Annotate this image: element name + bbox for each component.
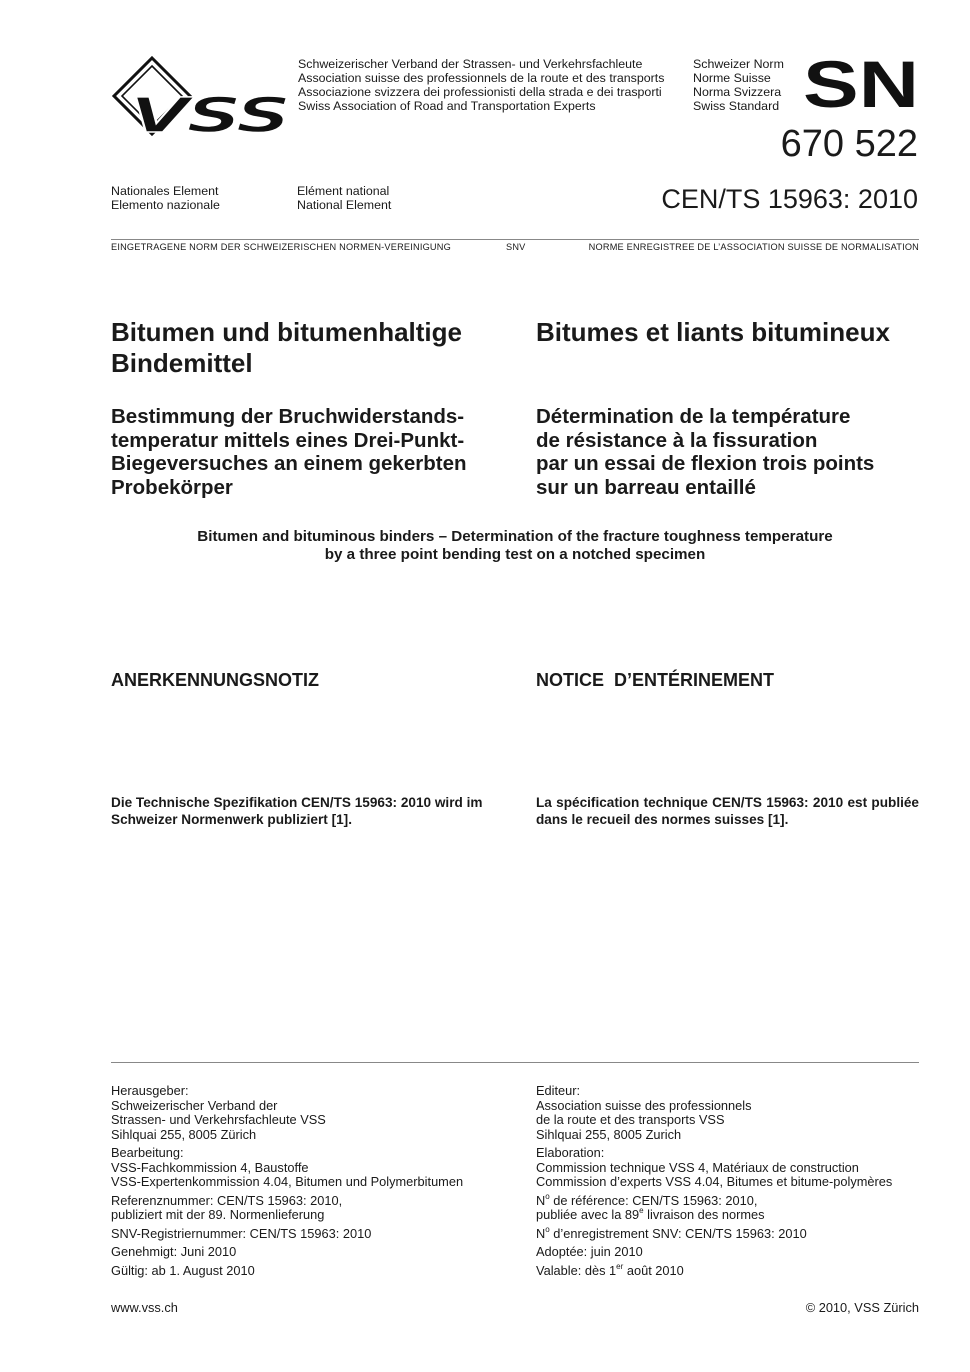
- norm-type: [693, 57, 784, 113]
- text: N: [536, 1225, 546, 1241]
- imprint-registration-fr: [536, 1224, 936, 1242]
- label: Herausgeber:: [111, 1083, 189, 1098]
- cen-ts-number: CEN/TS 15963: 2010: [661, 184, 918, 214]
- national-element-it-line: Elemento nazionale: [111, 198, 220, 212]
- association-de: Schweizerischer Verband der Strassen- und Verkehrsfachleute: [298, 57, 643, 71]
- sn-logo-text: SN: [803, 57, 919, 109]
- national-element-de: [111, 184, 220, 212]
- label: Elaboration:: [536, 1145, 605, 1160]
- association-names: [298, 57, 664, 113]
- line: Genehmigt: Juni 2010: [111, 1244, 237, 1259]
- subtitle-de-line: temperatur mittels eines Drei-Punkt-: [111, 428, 465, 452]
- line: Association suisse des professionnels: [536, 1097, 752, 1113]
- line: publiziert mit der 89. Normenlieferung: [111, 1207, 325, 1222]
- registration-snv: SNV: [506, 242, 526, 252]
- text: N: [536, 1192, 546, 1208]
- text: août 2010: [623, 1262, 684, 1278]
- subtitle-de: [111, 405, 467, 499]
- imprint-registration-de: [111, 1227, 511, 1242]
- imprint-editing-fr: [536, 1146, 936, 1190]
- title-en: [111, 528, 919, 564]
- subtitle-fr: [536, 405, 874, 499]
- notice-heading-de: ANERKENNUNGSNOTIZ: [111, 670, 320, 690]
- imprint-de: [111, 1084, 511, 1282]
- superscript: er: [616, 1261, 624, 1271]
- text: d’enregistrement SNV: CEN/TS 15963: 2010: [549, 1225, 807, 1241]
- imprint-editing-de: [111, 1146, 511, 1190]
- imprint-publisher-de: [111, 1084, 511, 1142]
- notice-text-de: Die Technische Spezifikation CEN/TS 15963: 2010 wird im Schweizer Normenwerk publiziert [1].: [111, 795, 483, 827]
- vss-logo-text: VSS: [130, 88, 288, 140]
- line: VSS-Fachkommission 4, Baustoffe: [111, 1159, 309, 1175]
- superscript: o: [545, 1224, 550, 1234]
- line: [536, 1191, 936, 1209]
- line: Adoptée: juin 2010: [536, 1244, 643, 1259]
- subtitle-de-line: Biegeversuches an einem gekerbten: [111, 452, 467, 475]
- line: Commission technique VSS 4, Matériaux de construction: [536, 1159, 859, 1175]
- national-element-en-line: National Element: [297, 198, 392, 212]
- text: de référence: CEN/TS 15963: 2010,: [549, 1192, 758, 1208]
- title-en-line: Bitumen and bituminous binders – Determination of the fracture toughness temperature: [197, 528, 833, 545]
- line: [536, 1208, 936, 1223]
- line: Schweizerischer Verband der: [111, 1097, 278, 1113]
- norm-type-fr: Norme Suisse: [693, 71, 771, 85]
- line: Gültig: ab 1. August 2010: [111, 1262, 255, 1278]
- text: publiée avec la 89: [536, 1207, 640, 1222]
- line: SNV-Registriernummer: CEN/TS 15963: 2010: [111, 1225, 372, 1241]
- subtitle-fr-line: de résistance à la fissuration: [536, 428, 818, 452]
- association-it: Associazione svizzera dei professionisti della strada e dei trasporti: [298, 85, 662, 99]
- imprint-approved-fr: [536, 1245, 936, 1260]
- text: Valable: dès 1: [536, 1262, 617, 1278]
- registration-fr: NORME ENREGISTREE DE L’ASSOCIATION SUISSE DE NORMALISATION: [588, 242, 919, 252]
- norm-type-it: Norma Svizzera: [693, 85, 782, 99]
- subtitle-de-line: Probekörper: [111, 475, 233, 499]
- subtitle-de-line: Bestimmung der Bruchwiderstands-: [111, 405, 465, 428]
- line: Commission d’experts VSS 4.04, Bitumes et bitume-polymères: [536, 1174, 893, 1189]
- label: Editeur:: [536, 1083, 581, 1098]
- line: Referenznummer: CEN/TS 15963: 2010,: [111, 1192, 343, 1208]
- notice-text-fr: La spécification technique CEN/TS 15963: 2010 est publiée dans le recueil des normes suisses [1].: [536, 795, 919, 827]
- label: Bearbeitung:: [111, 1145, 184, 1160]
- national-element-fr: [297, 184, 391, 212]
- sn-number: 670 522: [780, 123, 918, 165]
- superscript: e: [639, 1206, 644, 1215]
- registration-de: EINGETRAGENE NORM DER SCHWEIZERISCHEN NORMEN-VEREINIGUNG: [111, 242, 451, 252]
- imprint-approved-de: [111, 1245, 511, 1260]
- imprint-reference-de: [111, 1194, 511, 1223]
- subtitle-fr-line: sur un barreau entaillé: [536, 475, 756, 499]
- line: Sihlquai 255, 8005 Zürich: [111, 1126, 257, 1142]
- title-fr-line: Bitumes et liants bitumineux: [536, 317, 890, 347]
- title-de-line: Bindemittel: [111, 348, 253, 378]
- title-en-line: by a three point bending test on a notched specimen: [324, 546, 706, 563]
- title-de: [111, 317, 462, 379]
- national-element-de-line: Nationales Element: [111, 184, 219, 198]
- line: [536, 1261, 936, 1279]
- line: [536, 1224, 936, 1242]
- norm-type-en: Swiss Standard: [693, 99, 780, 113]
- footer-copyright: © 2010, VSS Zürich: [805, 1300, 919, 1315]
- footer-website[interactable]: www.vss.ch: [111, 1300, 178, 1315]
- line: Strassen- und Verkehrsfachleute VSS: [111, 1112, 326, 1127]
- superscript: o: [545, 1191, 550, 1201]
- imprint-publisher-fr: [536, 1084, 936, 1142]
- imprint-divider: [111, 1062, 919, 1063]
- imprint-reference-fr: [536, 1191, 936, 1223]
- association-fr: Association suisse des professionnels de la route et des transports: [298, 71, 665, 85]
- national-element-fr-line: Elément national: [297, 184, 390, 198]
- subtitle-fr-line: Détermination de la température: [536, 405, 851, 428]
- line: VSS-Expertenkommission 4.04, Bitumen und Polymerbitumen: [111, 1174, 464, 1189]
- title-de-line: Bitumen und bitumenhaltige: [111, 317, 462, 347]
- imprint-fr: [536, 1084, 936, 1282]
- line: Sihlquai 255, 8005 Zurich: [536, 1126, 682, 1142]
- association-en: Swiss Association of Road and Transportation Experts: [298, 99, 596, 113]
- imprint-valid-fr: [536, 1261, 936, 1279]
- norm-type-de: Schweizer Norm: [693, 57, 784, 71]
- text: livraison des normes: [643, 1207, 765, 1222]
- imprint-valid-de: [111, 1264, 511, 1279]
- sn-logo: [803, 57, 920, 109]
- notice-heading-fr: NOTICE D’ENTÉRINEMENT: [536, 670, 775, 690]
- header-divider: [111, 239, 919, 240]
- vss-logo: [110, 56, 290, 140]
- title-fr: [536, 317, 890, 348]
- line: de la route et des transports VSS: [536, 1112, 725, 1127]
- subtitle-fr-line: par un essai de flexion trois points: [536, 452, 875, 475]
